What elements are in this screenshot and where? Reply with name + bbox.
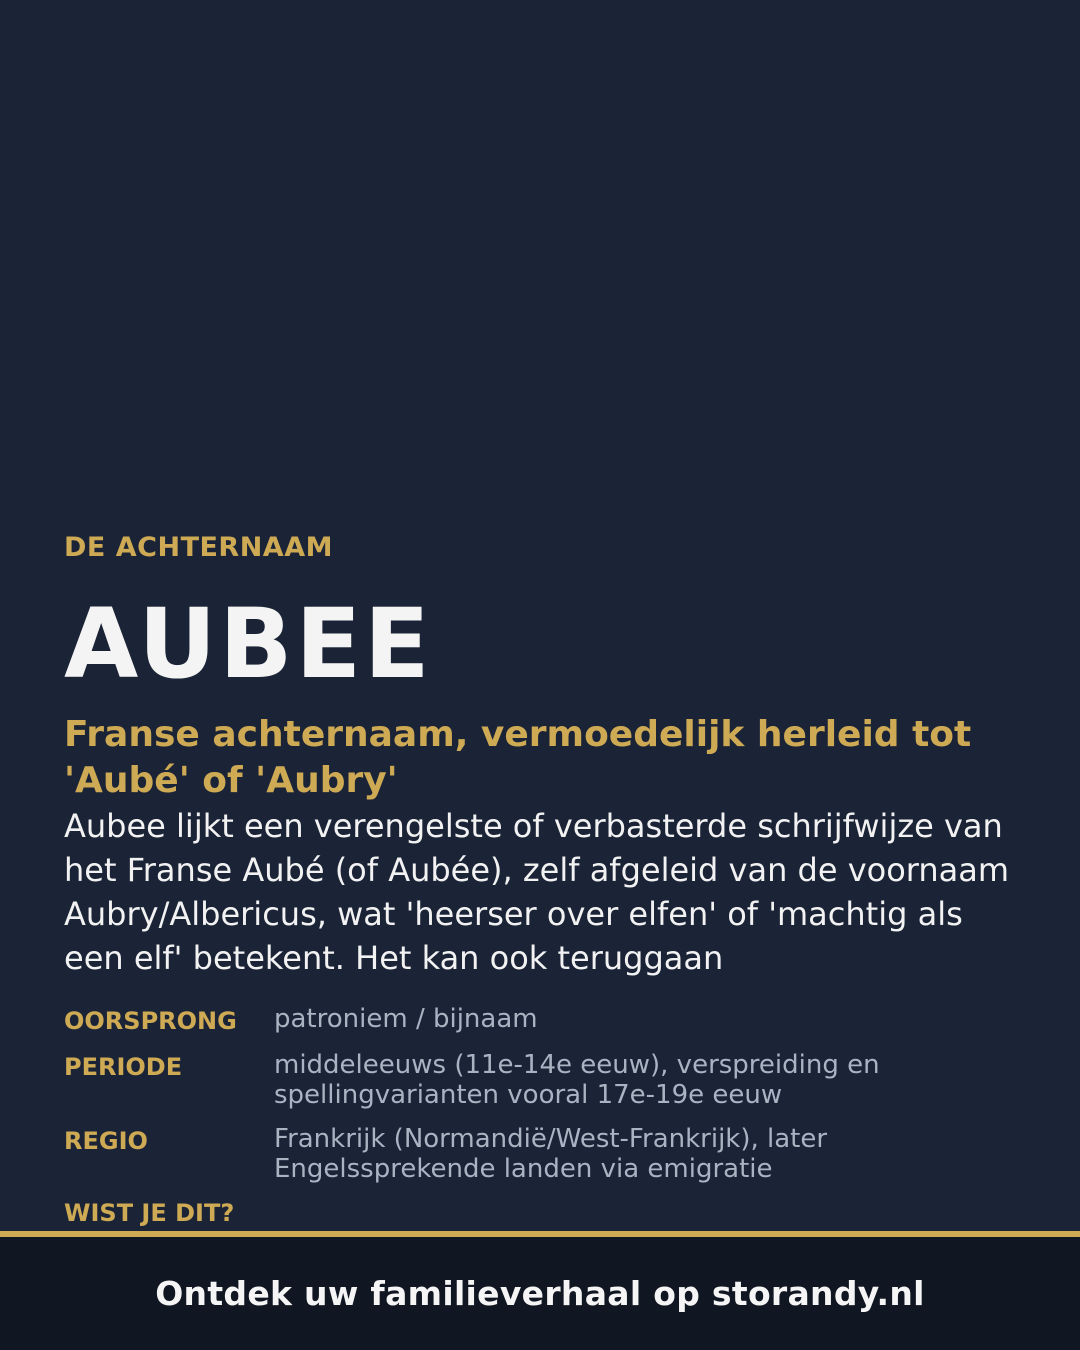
surname-title: AUBEE (64, 588, 433, 700)
fact-value: Frankrijk (Normandië/West-Frankrijk), later Engelssprekende landen via emigratie (274, 1124, 828, 1184)
fact-row-period (64, 1050, 1024, 1110)
fact-label: REGIO (64, 1127, 148, 1155)
fact-label: PERIODE (64, 1053, 183, 1081)
footer-bar (0, 1237, 1080, 1350)
fact-value: middeleeuws (11e-14e eeuw), verspreiding en spellingvarianten vooral 17e-19e eeuw (274, 1050, 880, 1110)
did-you-know-label: WIST JE DIT? (64, 1199, 235, 1227)
surname-card (64, 530, 1024, 1262)
eyebrow-label: DE ACHTERNAAM (64, 532, 333, 563)
footer-cta-text: Ontdek uw familieverhaal op storandy.nl (155, 1274, 925, 1313)
facts-list (64, 1004, 1024, 1184)
surname-subtitle: Franse achternaam, vermoedelijk herleid tot 'Aubé' of 'Aubry' (64, 714, 972, 801)
fact-value: patroniem / bijnaam (274, 1004, 538, 1034)
fact-row-region (64, 1124, 1024, 1184)
fact-row-origin (64, 1004, 1024, 1036)
surname-description: Aubee lijkt een verengelste of verbasterde schrijfwijze van het Franse Aubé (of Aubée), zelf afgeleid van de voornaam Aubry/Albericus, wat 'heerser over elfen' of 'machtig als een elf' betekent. Het kan ook teruggaan (64, 807, 1010, 977)
fact-label: OORSPRONG (64, 1007, 237, 1035)
